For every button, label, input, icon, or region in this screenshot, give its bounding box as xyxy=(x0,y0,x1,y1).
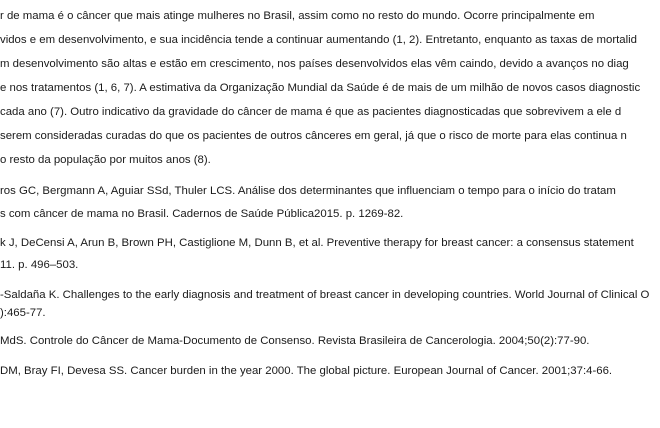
paragraph-line: m desenvolvimento são altas e estão em crescimento, nos países desenvolvidos elas vêm caindo, devido a avanços no diag xyxy=(0,58,629,70)
reference-2-line-1: k J, DeCensi A, Arun B, Brown PH, Castiglione M, Dunn B, et al. Preventive therapy for breast cancer: a consensus statement xyxy=(0,237,634,249)
paragraph-line: e nos tratamentos (1, 6, 7). A estimativa da Organização Mundial da Saúde é de mais de um milhão de novos casos diagnostic xyxy=(0,82,641,94)
reference-2-line-2: 11. p. 496–503. xyxy=(0,259,79,271)
reference-1-line-1: ros GC, Bergmann A, Aguiar SSd, Thuler LCS. Análise dos determinantes que influenciam o tempo para o início do tratam xyxy=(0,185,616,197)
paragraph-line: o resto da população por muitos anos (8). xyxy=(0,154,211,166)
paragraph-line: r de mama é o câncer que mais atinge mulheres no Brasil, assim como no resto do mundo. Ocorre principalmente em xyxy=(0,10,595,22)
reference-1-line-2: s com câncer de mama no Brasil. Cadernos de Saúde Pública2015. p. 1269-82. xyxy=(0,208,404,220)
reference-3-line-2: ):465-77. xyxy=(0,307,46,319)
paragraph-line: serem consideradas curadas do que os pacientes de outros cânceres em geral, já que o risco de morte para elas continua n xyxy=(0,130,627,142)
reference-3-line-1: -Saldaña K. Challenges to the early diagnosis and treatment of breast cancer in developing countries. World Journal of Clinical O xyxy=(0,289,650,301)
paragraph-line: vidos e em desenvolvimento, e sua incidência tende a continuar aumentando (1, 2). Entretanto, enquanto as taxas de mortalid xyxy=(0,34,638,46)
reference-4-line-1: MdS. Controle do Câncer de Mama-Documento de Consenso. Revista Brasileira de Cancerologia. 2004;50(2):77-90. xyxy=(0,335,590,347)
paragraph-line: cada ano (7). Outro indicativo da gravidade do câncer de mama é que as pacientes diagnosticadas que sobrevivem a ele d xyxy=(0,106,622,118)
reference-5-line-1: DM, Bray FI, Devesa SS. Cancer burden in the year 2000. The global picture. European Journal of Cancer. 2001;37:4-66. xyxy=(0,365,613,377)
